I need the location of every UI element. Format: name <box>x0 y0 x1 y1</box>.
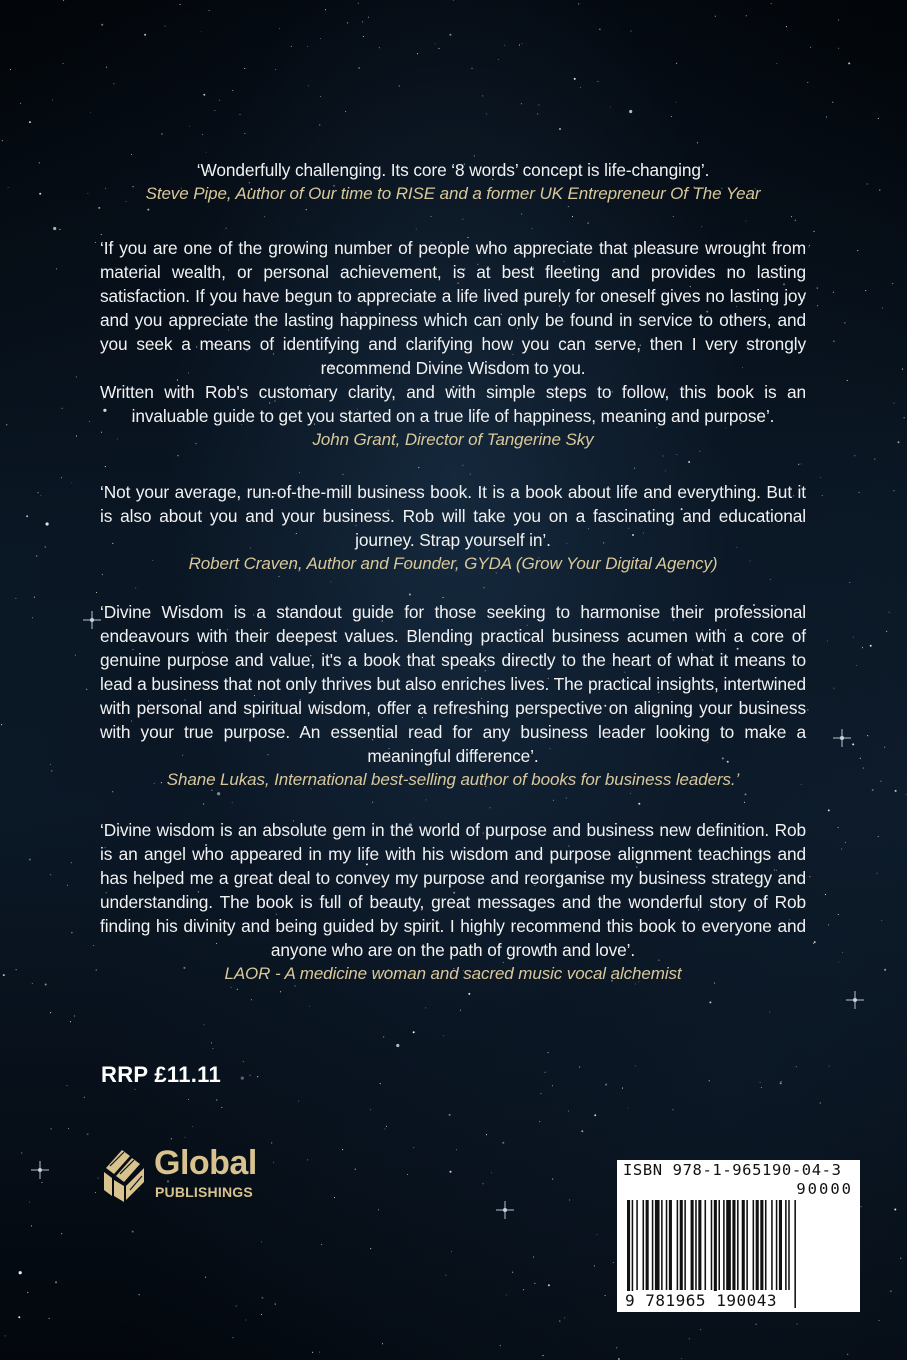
testimonial-1 <box>100 158 806 206</box>
isbn-number: ISBN 978-1-965190-04-3 <box>623 1161 842 1179</box>
publisher-logo <box>100 1146 300 1206</box>
testimonial-2 <box>100 236 806 452</box>
testimonial-quote: ‘Wonderfully challenging. Its core ‘8 words’ concept is life-changing’. <box>196 160 710 180</box>
ean-digits: 9 781965 190043 <box>625 1291 777 1310</box>
price-label: RRP £11.11 <box>101 1062 222 1087</box>
testimonial-quote: ‘Divine Wisdom is a standout guide for those seeking to harmonise their professional endeavours with their deepest values. Blending practical business acumen with a core of genuine purpose and value, it's a book that speaks directly to the heart of what it means to lead a business that not only thrives but also enriches lives. The practical insights, intertwined with personal and spiritual wisdom, offer a refreshing perspective on aligning your business with your true purpose. An essential read for any business leader looking to make a meaningful difference’. <box>100 602 806 766</box>
testimonial-attribution: Robert Craven, Author and Founder, GYDA (Grow Your Digital Agency) <box>188 554 718 573</box>
testimonial-4 <box>100 600 806 792</box>
testimonial-quote: ‘If you are one of the growing number of people who appreciate that pleasure wrought from material wealth, or personal achievement, is at best fleeting and provides no lasting satisfaction. If you have begun to appreciate a life lived purely for oneself gives no lasting joy and you appreciate the lasting happiness which can only be found in service to others, and you seek a means of identifying and clarifying how you can serve, then I very strongly recommend Divine Wisdom to you. <box>100 238 806 378</box>
testimonial-attribution: John Grant, Director of Tangerine Sky <box>312 430 594 449</box>
barcode-price-code: 90000 <box>796 1180 853 1198</box>
book-logo-icon <box>100 1146 150 1206</box>
testimonial-quote: ‘Not your average, run-of-the-mill business book. It is a book about life and everything. But it is also about you and your business. Rob will take you on a fascinating and educational journey. Strap yourself in’. <box>100 482 806 550</box>
testimonial-3 <box>100 480 806 576</box>
publisher-subtitle: PUBLISHINGS <box>155 1184 253 1200</box>
publisher-name: Global <box>154 1144 257 1182</box>
isbn-barcode <box>617 1160 860 1312</box>
testimonial-quote-continued: Written with Rob's customary clarity, and with simple steps to follow, this book is an invaluable guide to get you started on a true life of happiness, meaning and purpose’. <box>100 382 806 426</box>
testimonial-quote: ‘Divine wisdom is an absolute gem in the world of purpose and business new definition. Rob is an angel who appeared in my life with his wisdom and purpose alignment teachings and has helped me a great deal to convey my purpose and reorganise my business strategy and understanding. The book is full of beauty, great messages and the wonderful story of Rob finding his divinity and being guided by spirit. I highly recommend this book to everyone and anyone who are on the path of growth and love’. <box>100 820 806 960</box>
testimonial-5 <box>100 818 806 986</box>
testimonial-attribution: Shane Lukas, International best-selling author of books for business leaders.’ <box>166 770 740 789</box>
testimonial-attribution: LAOR - A medicine woman and sacred music vocal alchemist <box>224 964 682 983</box>
testimonial-attribution: Steve Pipe, Author of Our time to RISE and a former UK Entrepreneur Of The Year <box>145 184 761 203</box>
